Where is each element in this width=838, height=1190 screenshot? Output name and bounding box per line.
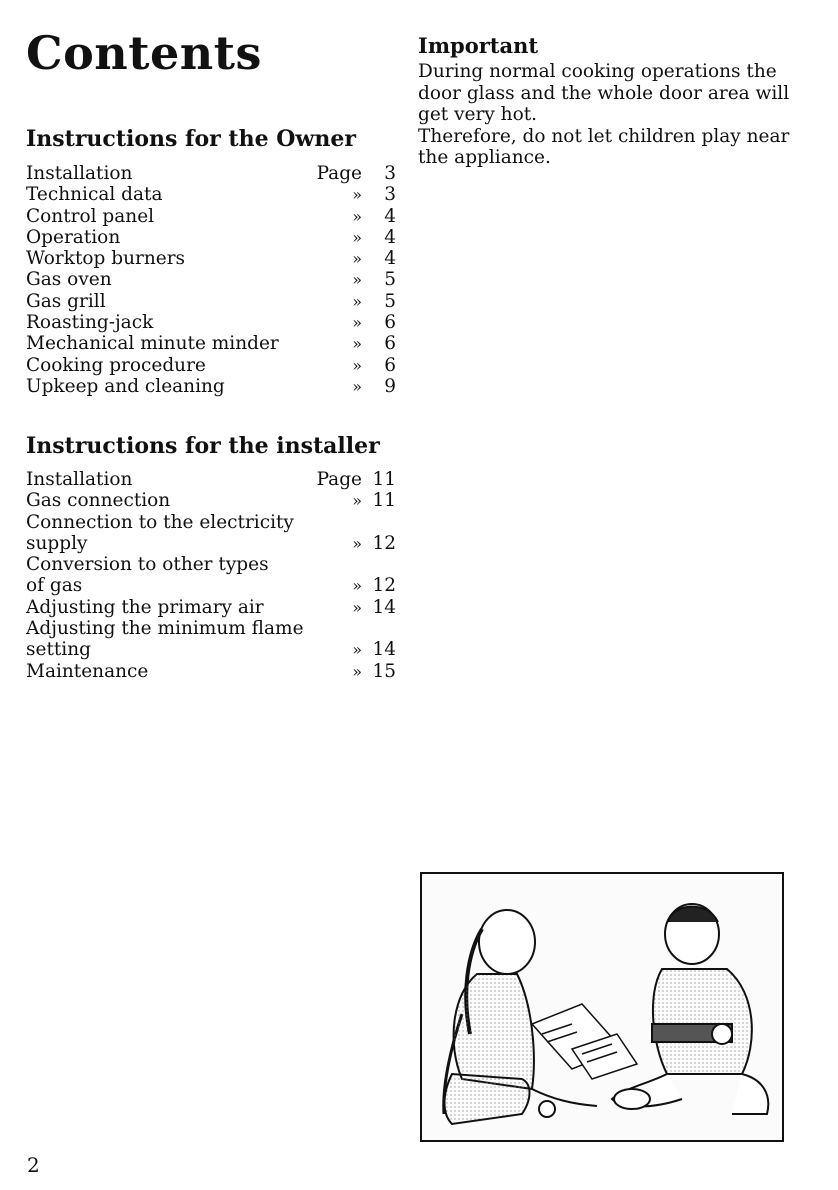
toc-entry-prefix: » [352,334,362,354]
toc-entry-prefix: » [352,661,362,681]
toc-entry-page-number: 3 [384,163,396,184]
toc-entry-page-number: 4 [384,248,396,270]
toc-entry [26,554,396,597]
toc-entry-prefix: » [352,291,362,311]
toc-entry-label: Maintenance [26,660,149,682]
toc-entry [26,490,396,511]
toc-entry-page-number: 5 [384,269,396,291]
installer-toc-list [26,469,396,682]
page-title: Contents [26,26,262,80]
toc-entry [26,248,396,269]
toc-entry-prefix: Page [316,469,362,490]
children-playing-illustration [420,872,784,1142]
toc-entry [26,469,396,490]
toc-entry-page-number: 6 [384,354,396,376]
toc-entry [26,376,396,397]
toc-entry [26,184,396,205]
toc-entry [26,163,396,184]
toc-entry [26,227,396,248]
installer-section-heading: Instructions for the installer [26,433,380,459]
owner-section-heading: Instructions for the Owner [26,126,356,152]
toc-entry-prefix: » [352,597,362,617]
toc-entry-prefix: » [352,206,362,226]
toc-entry-page-number: 11 [372,490,396,512]
toc-entry-page-number: 12 [372,532,396,554]
toc-entry-label: Operation [26,226,121,248]
toc-entry-prefix: » [352,185,362,205]
toc-entry [26,206,396,227]
toc-entry-page-number: 6 [384,333,396,355]
toc-entry-label: Gas oven [26,269,112,291]
toc-entry-prefix: » [352,640,362,660]
toc-entry-label: Technical data [26,184,163,206]
toc-entry-label: Installation [26,163,133,184]
toc-entry-page-number: 3 [384,184,396,206]
toc-entry-label: Mechanical minute minder [26,333,279,355]
toc-entry-page-number: 5 [384,290,396,312]
toc-entry [26,512,396,555]
toc-entry [26,291,396,312]
toc-entry-label: Connection to the electricity supply [26,511,294,554]
toc-entry [26,355,396,376]
toc-entry [26,661,396,682]
toc-entry-page-number: 14 [372,596,396,618]
toc-entry-label: Gas grill [26,290,106,312]
toc-entry-prefix: » [352,249,362,269]
toc-entry-prefix: » [352,376,362,396]
toc-entry-label: Installation [26,469,133,490]
toc-entry-page-number: 9 [384,375,396,397]
important-notice [418,32,798,169]
toc-entry [26,269,396,290]
toc-entry [26,597,396,618]
important-line: During normal cooking operations the [418,61,777,83]
toc-entry-page-number: 4 [384,226,396,248]
toc-entry-page-number: 12 [372,575,396,597]
important-line: door glass and the whole door area will [418,82,790,104]
page-number: 2 [27,1153,40,1177]
toc-entry-page-number: 14 [372,639,396,661]
toc-entry-label: Worktop burners [26,248,186,270]
toc-entry-label: Control panel [26,205,155,227]
toc-entry-page-number: 4 [384,205,396,227]
toc-entry-label: Upkeep and cleaning [26,375,225,397]
owner-toc-list [26,163,396,397]
toc-entry-prefix: » [352,227,362,247]
toc-entry-prefix: » [352,355,362,375]
toc-entry-label: Roasting-jack [26,312,154,334]
important-title: Important [418,33,539,58]
important-line: get very hot. [418,104,538,126]
toc-entry-label: Conversion to other types of gas [26,554,269,597]
toc-entry-prefix: Page [316,163,362,184]
toc-entry-prefix: » [352,576,362,596]
important-line: Therefore, do not let children play near [418,125,790,147]
toc-entry [26,618,396,661]
toc-entry-label: Adjusting the primary air [26,596,264,618]
toc-entry-label: Gas connection [26,490,171,512]
toc-entry-label: Cooking procedure [26,354,206,376]
toc-entry-prefix: » [352,491,362,511]
toc-entry [26,333,396,354]
toc-entry-prefix: » [352,533,362,553]
toc-entry-prefix: » [352,270,362,290]
toc-entry-page-number: 15 [372,660,396,682]
toc-entry-prefix: » [352,313,362,333]
toc-entry [26,312,396,333]
toc-entry-label: Adjusting the minimum flame setting [26,618,304,661]
toc-entry-page-number: 6 [384,312,396,334]
important-line: the appliance. [418,147,551,169]
toc-entry-page-number: 11 [372,469,396,490]
